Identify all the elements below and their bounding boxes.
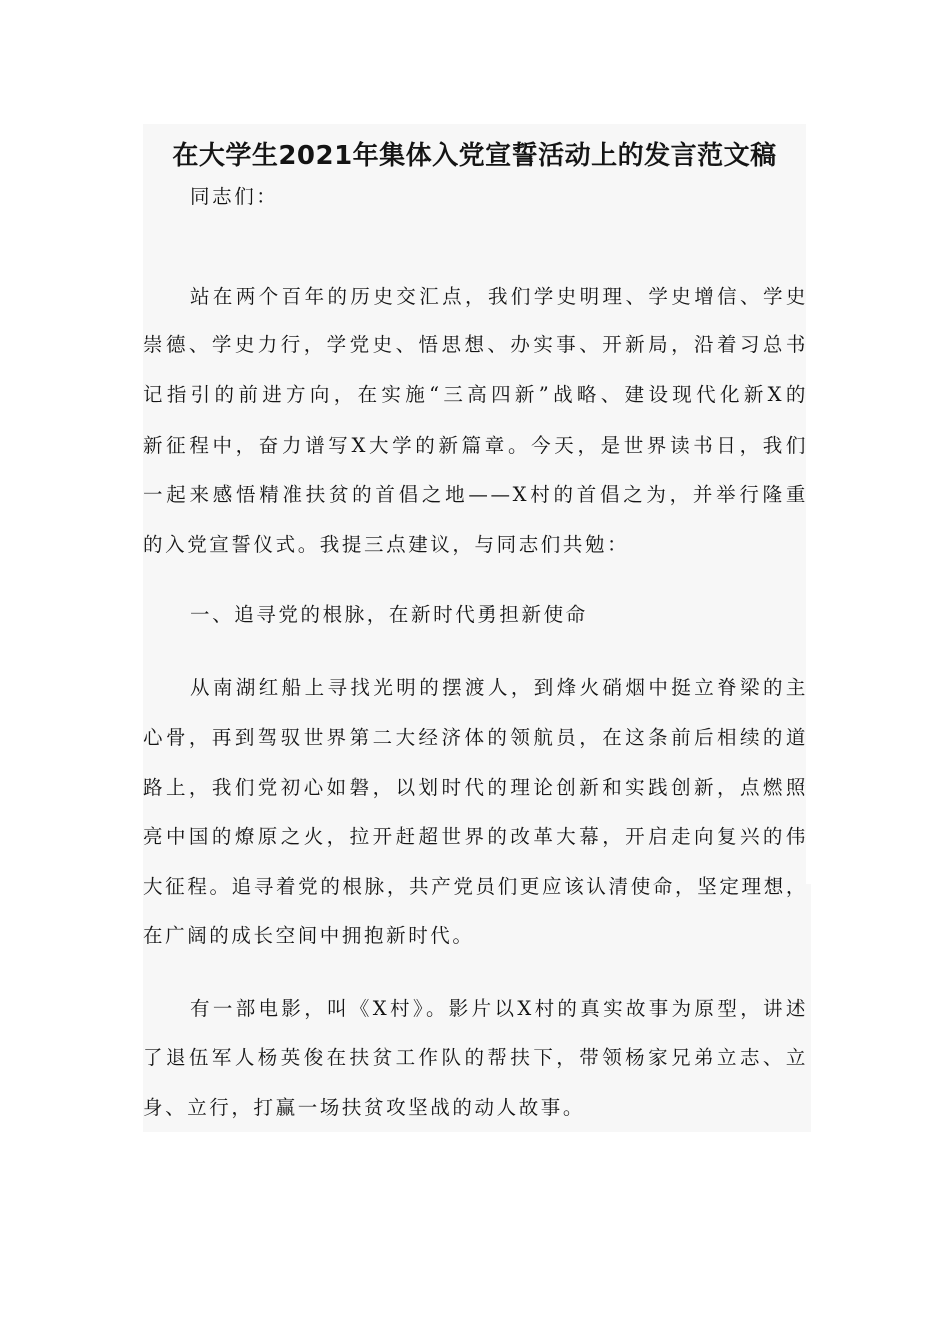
salutation: 同志们： bbox=[190, 185, 279, 208]
paragraph-line: 亮中国的燎原之火，拉开赶超世界的改革大幕，开启走向复兴的伟 bbox=[143, 825, 808, 848]
paragraph-line: 崇德、学史力行，学党史、悟思想、办实事、开新局，沿着习总书 bbox=[143, 333, 808, 356]
paragraph-line: 心骨，再到驾驭世界第二大经济体的领航员，在这条前后相续的道 bbox=[143, 726, 808, 749]
paragraph-line: 有一部电影，叫《X村》。影片以X村的真实故事为原型，讲述 bbox=[190, 997, 808, 1020]
paragraph-line: 路上，我们党初心如磐，以划时代的理论创新和实践创新，点燃照 bbox=[143, 776, 808, 799]
paragraph-line: 新征程中，奋力谱写X大学的新篇章。今天，是世界读书日，我们 bbox=[143, 434, 808, 457]
paragraph-line: 身、立行，打赢一场扶贫攻坚战的动人故事。 bbox=[143, 1096, 586, 1119]
paragraph-line: 大征程。追寻着党的根脉，共产党员们更应该认清使命，坚定理想， bbox=[143, 875, 808, 898]
paragraph-line: 记指引的前进方向，在实施“三高四新”战略、建设现代化新X的 bbox=[143, 383, 808, 406]
paragraph-line: 从南湖红船上寻找光明的摆渡人，到烽火硝烟中挺立脊梁的主 bbox=[190, 676, 808, 699]
document-title: 在大学生2021年集体入党宣誓活动上的发言范文稿 bbox=[172, 141, 777, 171]
paragraph-line: 一起来感悟精准扶贫的首倡之地——X村的首倡之为，并举行隆重 bbox=[143, 483, 808, 506]
paragraph-line: 站在两个百年的历史交汇点，我们学史明理、学史增信、学史 bbox=[190, 285, 808, 308]
paragraph-line: 了退伍军人杨英俊在扶贫工作队的帮扶下，带领杨家兄弟立志、立 bbox=[143, 1046, 808, 1069]
paragraph-line: 的入党宣誓仪式。我提三点建议，与同志们共勉： bbox=[143, 533, 630, 556]
paragraph-line: 在广阔的成长空间中拥抱新时代。 bbox=[143, 924, 475, 947]
section-heading: 一、追寻党的根脉，在新时代勇担新使命 bbox=[190, 603, 588, 626]
